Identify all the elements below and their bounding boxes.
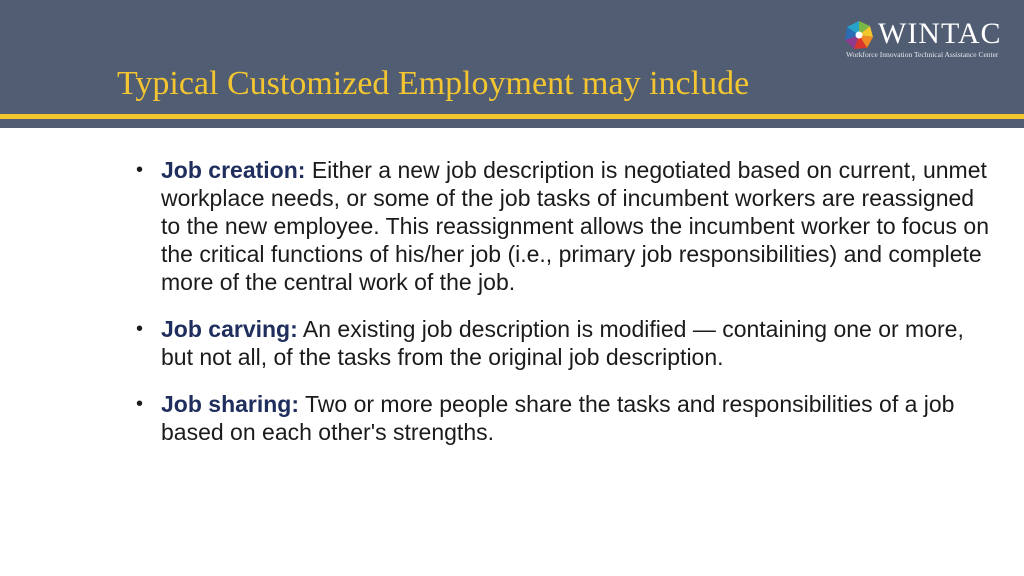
wintac-pinwheel-icon (844, 20, 874, 50)
title-bar (0, 0, 1024, 114)
bullet-term: Job carving: (161, 316, 298, 342)
bullet-job-creation (136, 156, 998, 296)
gray-divider (0, 119, 1024, 128)
bullet-job-sharing (136, 390, 998, 446)
bullet-text: Either a new job description is negotiated based on current, unmet workplace needs, or some of the job tasks of incumbent workers are reassigned to the new employee. This reassignment allows the incumbent worker to focus on the critical functions of his/her job (i.e., primary job responsibilities) and complete more of the central work of the job. (161, 157, 989, 295)
bullet-term: Job creation: (161, 157, 306, 183)
wintac-logo (844, 18, 1014, 62)
bullet-list (136, 156, 998, 465)
bullet-job-carving (136, 315, 998, 371)
logo-name: WINTAC (878, 17, 1002, 50)
bullet-term: Job sharing: (161, 391, 300, 417)
bullet-icon: • (136, 393, 144, 415)
slide-title: Typical Customized Employment may include (117, 65, 750, 102)
logo-tagline: Workforce Innovation Technical Assistance Center (846, 50, 999, 59)
bullet-text: Two or more people share the tasks and responsibilities of a job based on each other's strengths. (161, 391, 955, 445)
bullet-icon: • (136, 318, 144, 340)
bullet-icon: • (136, 159, 144, 181)
bullet-text: An existing job description is modified — containing one or more, but not all, of the tasks from the original job description. (161, 316, 964, 370)
